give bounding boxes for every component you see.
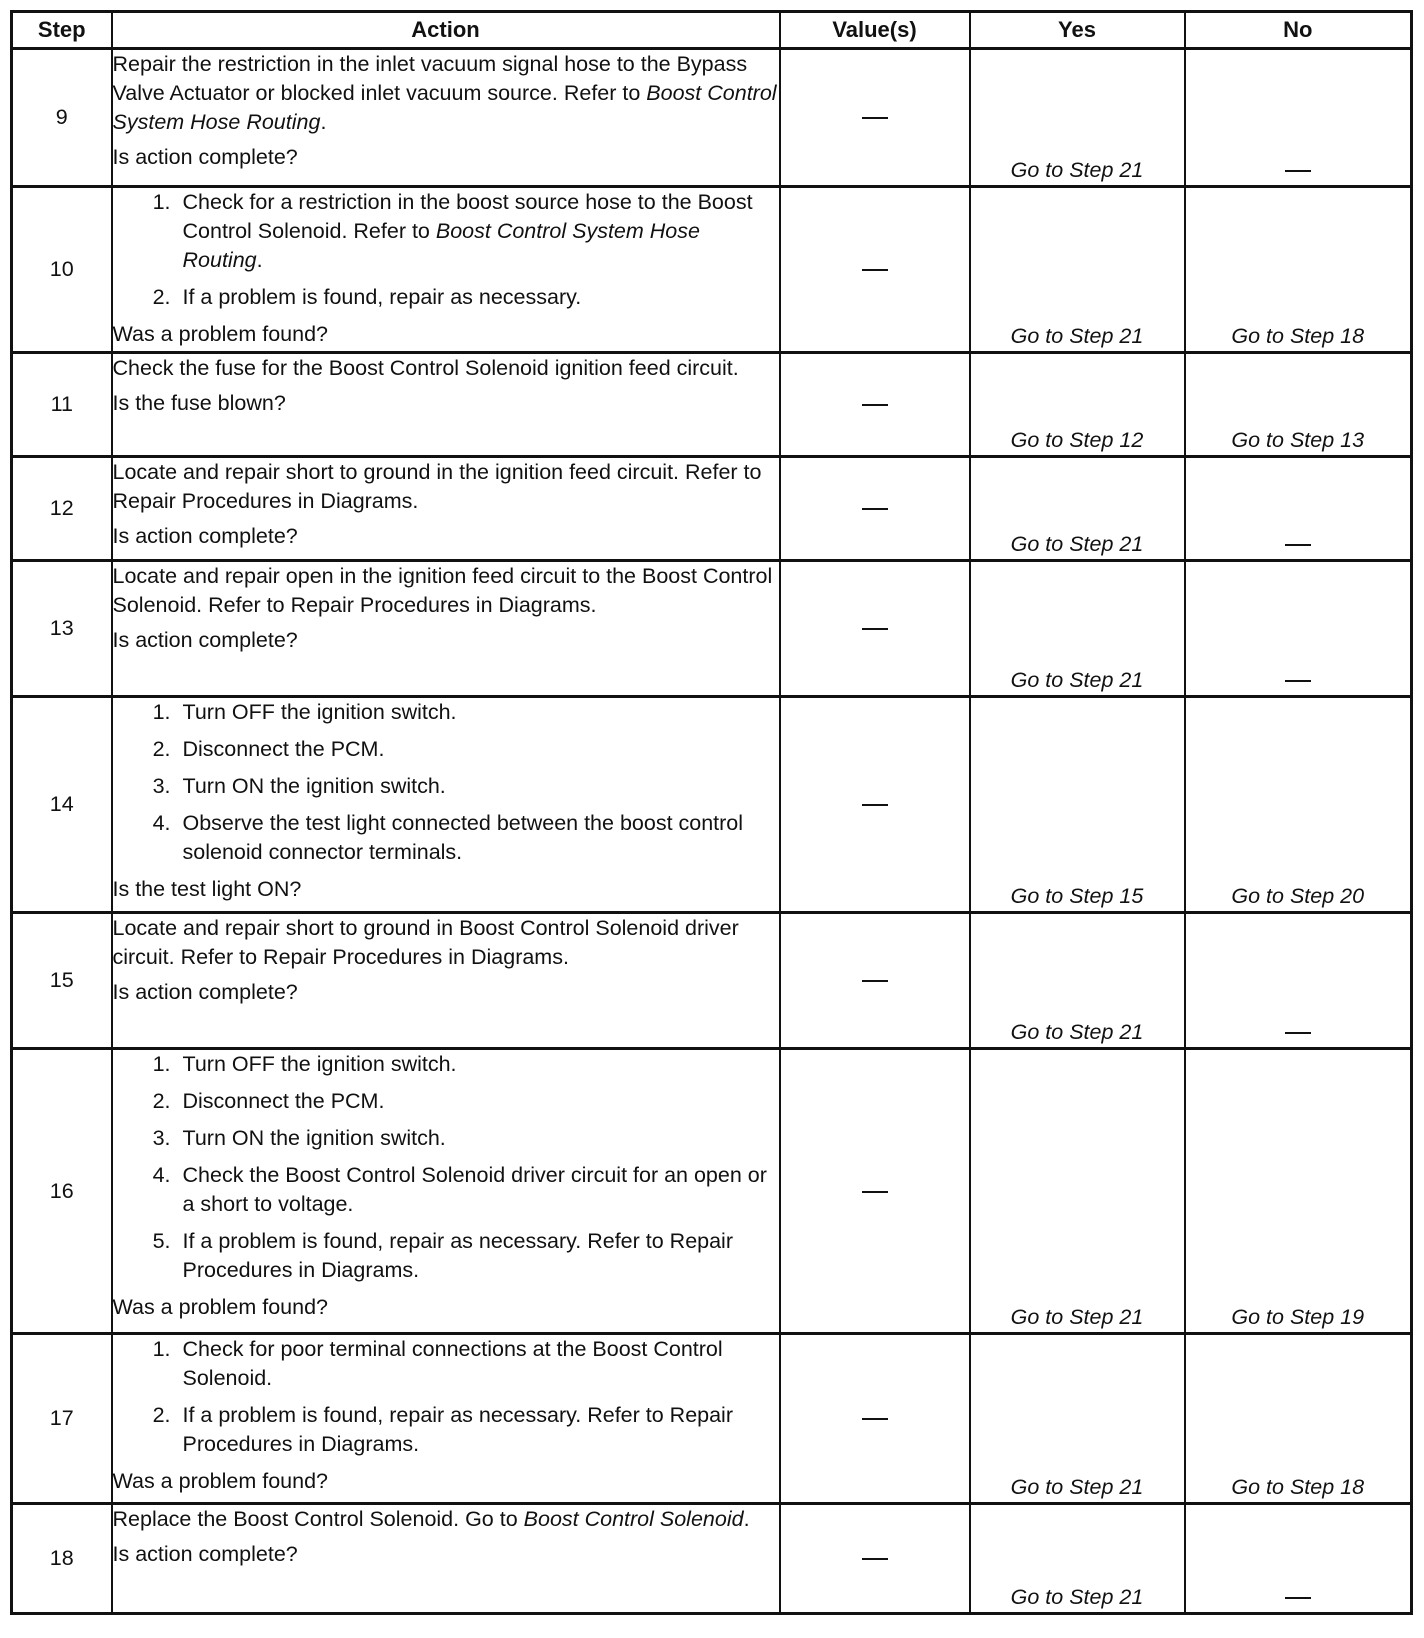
action-question: Is action complete? xyxy=(112,628,298,652)
yes-outcome: Go to Step 21 xyxy=(970,187,1185,353)
action-text: Locate and repair open in the ignition feed circuit to the Boost Control Solenoid. Refer to Repair Procedures in Diagrams. xyxy=(112,564,773,617)
step-row-14 xyxy=(12,697,1412,913)
empty-value-dash xyxy=(862,1418,888,1420)
empty-value-dash xyxy=(862,269,888,271)
action-cell xyxy=(112,561,780,697)
value-cell xyxy=(780,1334,970,1504)
action-cell xyxy=(112,1049,780,1334)
action-question: Is action complete? xyxy=(112,1542,298,1566)
step-row-13 xyxy=(12,561,1412,697)
step-row-9 xyxy=(12,49,1412,187)
value-cell xyxy=(780,187,970,353)
step-row-11 xyxy=(12,353,1412,457)
action-question: Is action complete? xyxy=(112,524,298,548)
doc-reference: Boost Control Solenoid xyxy=(523,1507,744,1531)
action-text: Replace the Boost Control Solenoid. Go to Boost Control Solenoid. xyxy=(112,1507,750,1531)
step-number: 15 xyxy=(12,913,112,1049)
value-cell xyxy=(780,49,970,187)
action-text: Locate and repair short to ground in Boost Control Solenoid driver circuit. Refer to Repair Procedures in Diagrams. xyxy=(112,916,739,969)
no-outcome: Go to Step 19 xyxy=(1185,1049,1412,1334)
step-number: 16 xyxy=(12,1049,112,1334)
step-row-10 xyxy=(12,187,1412,353)
yes-outcome: Go to Step 21 xyxy=(970,561,1185,697)
action-question: Is the test light ON? xyxy=(112,877,302,901)
empty-value-dash xyxy=(862,117,888,119)
action-text: Check the fuse for the Boost Control Solenoid ignition feed circuit. xyxy=(112,356,739,380)
action-cell xyxy=(112,353,780,457)
no-outcome xyxy=(1185,913,1412,1049)
action-step-item: 2. If a problem is found, repair as necessary. Refer to Repair Procedures in Diagrams. xyxy=(177,1401,779,1459)
action-step-item: 4. Observe the test light connected between the boost control solenoid connector terminals. xyxy=(177,809,779,867)
yes-outcome: Go to Step 21 xyxy=(970,1049,1185,1334)
yes-outcome: Go to Step 21 xyxy=(970,1504,1185,1614)
step-row-17 xyxy=(12,1334,1412,1504)
action-step-item: 5. If a problem is found, repair as necessary. Refer to Repair Procedures in Diagrams. xyxy=(177,1227,779,1285)
diagnostic-table xyxy=(10,10,1413,1615)
yes-outcome: Go to Step 21 xyxy=(970,457,1185,561)
empty-value-dash xyxy=(1285,544,1311,546)
value-cell xyxy=(780,353,970,457)
header-values: Value(s) xyxy=(780,12,970,49)
empty-value-dash xyxy=(1285,1597,1311,1599)
doc-reference: Boost Control System Hose Routing xyxy=(182,219,700,272)
yes-outcome: Go to Step 15 xyxy=(970,697,1185,913)
step-number: 18 xyxy=(12,1504,112,1614)
header-row xyxy=(12,12,1412,49)
header-action: Action xyxy=(112,12,780,49)
value-cell xyxy=(780,1049,970,1334)
yes-outcome: Go to Step 21 xyxy=(970,913,1185,1049)
no-outcome xyxy=(1185,1504,1412,1614)
action-question: Is action complete? xyxy=(112,145,298,169)
empty-value-dash xyxy=(862,404,888,406)
empty-value-dash xyxy=(862,804,888,806)
empty-value-dash xyxy=(862,508,888,510)
step-number: 12 xyxy=(12,457,112,561)
empty-value-dash xyxy=(1285,680,1311,682)
step-row-12 xyxy=(12,457,1412,561)
empty-value-dash xyxy=(862,1191,888,1193)
step-number: 11 xyxy=(12,353,112,457)
action-step-item: 1. Check for poor terminal connections at the Boost Control Solenoid. xyxy=(177,1335,779,1393)
header-no: No xyxy=(1185,12,1412,49)
step-number: 14 xyxy=(12,697,112,913)
value-cell xyxy=(780,457,970,561)
action-step-list xyxy=(113,1050,779,1285)
value-cell xyxy=(780,913,970,1049)
empty-value-dash xyxy=(862,980,888,982)
yes-outcome: Go to Step 21 xyxy=(970,49,1185,187)
action-question: Is the fuse blown? xyxy=(112,391,286,415)
step-row-16 xyxy=(12,1049,1412,1334)
action-step-list xyxy=(113,1335,779,1459)
header-step: Step xyxy=(12,12,112,49)
no-outcome xyxy=(1185,457,1412,561)
step-number: 9 xyxy=(12,49,112,187)
action-question: Was a problem found? xyxy=(112,322,329,346)
action-step-item: 1. Turn OFF the ignition switch. xyxy=(177,698,779,727)
action-text: Locate and repair short to ground in the ignition feed circuit. Refer to Repair Procedures in Diagrams. xyxy=(112,460,762,513)
action-step-item: 4. Check the Boost Control Solenoid driver circuit for an open or a short to voltage. xyxy=(177,1161,779,1219)
action-question: Was a problem found? xyxy=(112,1469,329,1493)
action-cell xyxy=(112,457,780,561)
action-step-item: 3. Turn ON the ignition switch. xyxy=(177,1124,779,1153)
header-yes: Yes xyxy=(970,12,1185,49)
action-cell xyxy=(112,187,780,353)
step-number: 10 xyxy=(12,187,112,353)
action-cell xyxy=(112,49,780,187)
action-step-list xyxy=(113,188,779,312)
yes-outcome: Go to Step 21 xyxy=(970,1334,1185,1504)
action-text: Repair the restriction in the inlet vacuum signal hose to the Bypass Valve Actuator or blocked inlet vacuum source. Refer to Boost Control System Hose Routing. xyxy=(112,52,777,134)
action-step-item: 3. Turn ON the ignition switch. xyxy=(177,772,779,801)
step-number: 17 xyxy=(12,1334,112,1504)
no-outcome: Go to Step 13 xyxy=(1185,353,1412,457)
diagnostic-table-page xyxy=(10,10,1410,1615)
action-step-item: 2. Disconnect the PCM. xyxy=(177,735,779,764)
action-cell xyxy=(112,1334,780,1504)
action-question: Was a problem found? xyxy=(112,1295,329,1319)
empty-value-dash xyxy=(862,1558,888,1560)
value-cell xyxy=(780,561,970,697)
action-step-item: 1. Turn OFF the ignition switch. xyxy=(177,1050,779,1079)
no-outcome xyxy=(1185,561,1412,697)
action-cell xyxy=(112,913,780,1049)
empty-value-dash xyxy=(862,628,888,630)
empty-value-dash xyxy=(1285,170,1311,172)
action-step-item: 2. Disconnect the PCM. xyxy=(177,1087,779,1116)
yes-outcome: Go to Step 12 xyxy=(970,353,1185,457)
value-cell xyxy=(780,1504,970,1614)
step-row-18 xyxy=(12,1504,1412,1614)
doc-reference: Boost Control System Hose Routing xyxy=(112,81,777,134)
no-outcome: Go to Step 20 xyxy=(1185,697,1412,913)
step-number: 13 xyxy=(12,561,112,697)
step-row-15 xyxy=(12,913,1412,1049)
no-outcome: Go to Step 18 xyxy=(1185,1334,1412,1504)
action-question: Is action complete? xyxy=(112,980,298,1004)
action-step-list xyxy=(113,698,779,867)
action-step-item: 1. Check for a restriction in the boost source hose to the Boost Control Solenoid. Refer to Boost Control System Hose Routing. xyxy=(177,188,779,275)
no-outcome xyxy=(1185,49,1412,187)
action-cell xyxy=(112,1504,780,1614)
empty-value-dash xyxy=(1285,1032,1311,1034)
no-outcome: Go to Step 18 xyxy=(1185,187,1412,353)
value-cell xyxy=(780,697,970,913)
action-step-item: 2. If a problem is found, repair as necessary. xyxy=(177,283,779,312)
action-cell xyxy=(112,697,780,913)
